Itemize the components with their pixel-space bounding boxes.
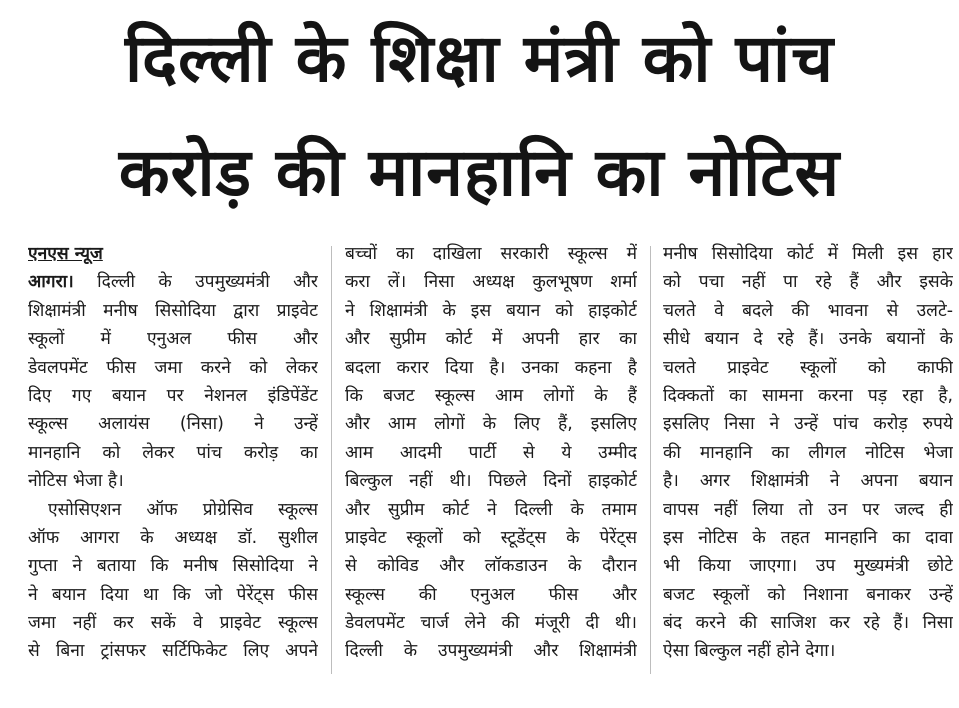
article-line: करा लें। निसा अध्यक्ष कुलभूषण शर्मा <box>345 272 637 293</box>
article-column-1 <box>28 240 318 666</box>
article-line: स्कूल्स अलायंस (निसा) ने उन्हें <box>28 414 318 435</box>
article-line: दिल्ली के उपमुख्यमंत्री और शिक्षामंत्री <box>345 641 637 662</box>
article-line: से बिना ट्रांसफर सर्टिफिकेट लिए अपने <box>28 641 318 662</box>
article-line: बंद करने की साजिश कर रहे हैं। निसा <box>663 613 953 634</box>
article-line: को पचा नहीं पा रहे हैं और इसके <box>663 272 953 293</box>
article-line: जमा नहीं कर सकें वे प्राइवेट स्कूल्स <box>28 613 318 634</box>
article-column-2 <box>345 240 637 666</box>
article-line: एसोसिएशन ऑफ प्रोग्रेसिव स्कूल्स <box>48 499 318 520</box>
article-line: ऑफ आगरा के अध्यक्ष डॉ. सुशील <box>28 527 318 548</box>
article-line: वापस नहीं लिया तो उन पर जल्द ही <box>663 499 953 520</box>
article-line: आम आदमी पार्टी से ये उम्मीद <box>345 442 637 463</box>
article-line: शिक्षामंत्री मनीष सिसोदिया द्वारा प्राइवेट <box>28 300 318 321</box>
article-line: डेवलपमेंट चार्ज लेने की मंजूरी दी थी। <box>345 613 637 634</box>
article-line: प्राइवेट स्कूलों को स्टूडेंट्स के पेरेंट्स <box>345 527 637 548</box>
article-line: स्कूल्स की एनुअल फीस और <box>345 584 637 605</box>
article-line: इसलिए निसा ने उन्हें पांच करोड़ रुपये <box>663 414 953 435</box>
article-line: आगरा। दिल्ली के उपमुख्यमंत्री और <box>28 272 318 293</box>
article-line: बजट स्कूलों को निशाना बनाकर उन्हें <box>663 584 953 605</box>
headline-line-2: करोड़ की मानहानि का नोटिस <box>118 134 841 211</box>
article-line: मानहानि को लेकर पांच करोड़ का <box>28 442 318 463</box>
article-line: चलते प्राइवेट स्कूलों को काफी <box>663 357 953 378</box>
article-line: और सुप्रीम कोर्ट ने दिल्ली के तमाम <box>345 499 637 520</box>
article-line: ने बयान दिया था कि जो पेरेंट्स फीस <box>28 584 318 605</box>
article-line: डेवलपमेंट फीस जमा करने को लेकर <box>28 357 318 378</box>
article-column-3 <box>663 240 953 666</box>
article-line: बच्चों का दाखिला सरकारी स्कूल्स में <box>345 244 637 264</box>
article-line: बदला करार दिया है। उनका कहना है <box>345 357 637 378</box>
article-line: दिए गए बयान पर नेशनल इंडिपेंडेंट <box>28 385 318 406</box>
article-line: स्कूलों में एनुअल फीस और <box>28 329 318 350</box>
article-line: नोटिस भेजा है। <box>28 471 124 492</box>
article-line: और आम लोगों के लिए हैं, इसलिए <box>345 414 637 435</box>
article-line: ऐसा बिल्कुल नहीं होने देगा। <box>663 641 836 662</box>
article-line: दिक्कतों का सामना करना पड़ रहा है, <box>663 385 953 406</box>
byline: एनएस न्यूज <box>28 244 103 264</box>
article-line: की मानहानि का लीगल नोटिस भेजा <box>663 442 953 463</box>
article-line: बिल्कुल नहीं थी। पिछले दिनों हाइकोर्ट <box>345 471 637 492</box>
column-divider <box>331 246 332 674</box>
headline-line-1: दिल्ली के शिक्षा मंत्री को पांच <box>125 20 834 97</box>
article-line: और सुप्रीम कोर्ट में अपनी हार का <box>345 329 637 350</box>
article-line: ने शिक्षामंत्री के इस बयान को हाइकोर्ट <box>345 300 637 321</box>
article-line: से कोविड और लॉकडाउन के दौरान <box>345 556 637 577</box>
dateline: आगरा। <box>28 272 74 293</box>
article-line: गुप्ता ने बताया कि मनीष सिसोदिया ने <box>28 556 318 577</box>
article-line: मनीष सिसोदिया कोर्ट में मिली इस हार <box>663 244 953 264</box>
article-line: है। अगर शिक्षामंत्री ने अपना बयान <box>663 471 953 492</box>
article-line: भी किया जाएगा। उप मुख्यमंत्री छोटे <box>663 556 953 577</box>
article-line: सीधे बयान दे रहे हैं। उनके बयानों के <box>663 329 953 350</box>
column-divider <box>650 246 651 674</box>
article-line: इस नोटिस के तहत मानहानि का दावा <box>663 527 953 548</box>
article-line: कि बजट स्कूल्स आम लोगों के हैं <box>345 385 637 406</box>
article-line: चलते वे बदले की भावना से उलटे- <box>663 300 953 321</box>
